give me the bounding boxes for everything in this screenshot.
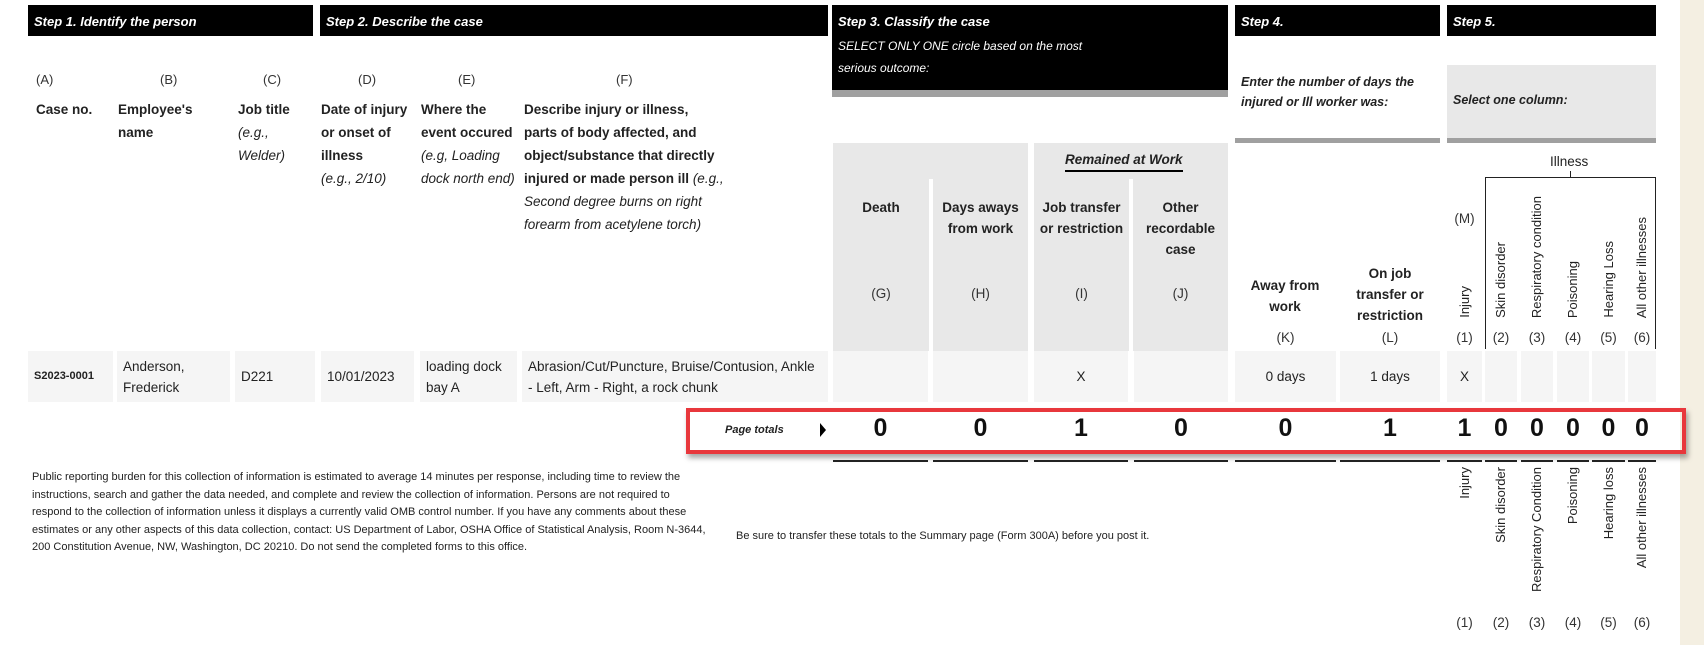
cell-illness-type[interactable]: X: [1447, 351, 1482, 402]
cell-employee-name[interactable]: Anderson, Frederick: [117, 351, 230, 402]
transfer-note: Be sure to transfer these totals to the Summary page (Form 300A) before you post it.: [736, 530, 1150, 542]
burden-statement: Public reporting burden for this collection of information is estimated to average 14 minutes per response, including time to review the instructions, search and gather the data needed, and complete and review the collection of information. Persons are not required to respond to the collection of information unless it displays a currently valid OMB control number. If you have any comments about these estimates or any other aspects of this data collection, contact: US Department of Labor, OSHA Office of Statistical Analysis, Room N-3644, 200 Constitution Avenue, NW, Washington, DC 20210. Do not send the completed forms to this office.: [32, 471, 706, 553]
illness-type-number: (5): [1600, 330, 1617, 345]
total-days-away: 0: [973, 414, 988, 442]
total-illness-type: 0: [1566, 414, 1580, 442]
illness-type-number: (4): [1564, 330, 1582, 345]
total-death: 0: [873, 414, 888, 442]
remained-at-work-label: Remained at Work: [1065, 152, 1183, 172]
col-header-days-away: Days aways from work: [942, 200, 1019, 236]
total-illness-type: 0: [1635, 414, 1649, 442]
step3-title: Step 3. Classify the case: [838, 14, 990, 29]
cell-illness-type[interactable]: [1521, 351, 1553, 402]
cell-where[interactable]: loading dock bay A: [420, 351, 517, 402]
total-underline: [1628, 460, 1656, 462]
total-underline: [1447, 460, 1482, 462]
total-underline: [1557, 460, 1589, 462]
step5-instruction-box: [1447, 65, 1656, 138]
divider: [1235, 138, 1440, 143]
right-margin: [1680, 0, 1704, 645]
cell-illness-type[interactable]: [1592, 351, 1625, 402]
bottom-illness-number: (5): [1600, 615, 1617, 630]
cell-date[interactable]: 10/01/2023: [321, 351, 414, 402]
illness-label: Illness: [1550, 154, 1589, 169]
describe-label: Describe injury or illness, parts of body affected, and object/substance that directly injured or made person ill: [524, 102, 715, 186]
bottom-illness-number: (6): [1633, 615, 1651, 630]
col-header-describe: [524, 98, 724, 236]
col-letter-m: (M): [1454, 211, 1475, 226]
col-header-date: [321, 98, 416, 190]
bottom-illness-label: Poisoning: [1565, 467, 1580, 525]
step1-header: Step 1. Identify the person: [28, 5, 313, 36]
col-letter-d: (D): [358, 72, 377, 87]
cell-case-no[interactable]: S2023-0001: [28, 351, 113, 402]
cell-death[interactable]: [833, 351, 928, 402]
col-letter-a: (A): [36, 72, 54, 87]
total-underline: [833, 460, 928, 462]
step3-instruction: SELECT ONLY ONE circle based on the most serious outcome:: [838, 39, 1083, 75]
total-illness-type: 0: [1494, 414, 1508, 442]
arrow-right-icon: [820, 423, 826, 437]
col-letter-b: (B): [160, 72, 178, 87]
illness-bracket-tick: [1570, 171, 1571, 177]
total-illness-type: 0: [1530, 414, 1544, 442]
total-underline: [1521, 460, 1553, 462]
describe-hint: (e.g., Second degree burns on right forearm from acetylene torch): [524, 171, 724, 232]
col-header-other-recordable: Other recordable case: [1145, 200, 1216, 257]
col-letter-i: (I): [1075, 286, 1088, 301]
col-letter-k: (K): [1276, 330, 1295, 345]
illness-type-label: Injury: [1457, 286, 1472, 318]
cell-days-away[interactable]: [933, 351, 1028, 402]
total-other-recordable: 0: [1174, 414, 1188, 442]
step4-instruction: Enter the number of days the injured or Ill worker was:: [1241, 75, 1414, 109]
total-transfer-days: 1: [1383, 414, 1397, 442]
date-hint: (e.g., 2/10): [321, 171, 387, 186]
bottom-illness-label: Respiratory Condition: [1529, 467, 1544, 593]
total-underline: [1134, 460, 1228, 462]
illness-type-label: All other illnesses: [1634, 216, 1649, 318]
divider: [832, 90, 1228, 97]
cell-illness-type[interactable]: [1557, 351, 1589, 402]
illness-type-label: Respiratory condition: [1529, 195, 1544, 318]
cell-description[interactable]: Abrasion/Cut/Puncture, Bruise/Contusion, Ankle - Left, Arm - Right, a rock chunk: [522, 351, 828, 402]
cell-illness-type[interactable]: [1485, 351, 1517, 402]
illness-type-number: (2): [1492, 330, 1510, 345]
step4-header: Step 4.: [1235, 5, 1440, 36]
bottom-illness-label: Hearing loss: [1601, 467, 1616, 540]
col-letter-f: (F): [616, 72, 633, 87]
col-letter-l: (L): [1381, 330, 1399, 345]
bottom-illness-number: (2): [1492, 615, 1510, 630]
step5-header: Step 5.: [1447, 5, 1656, 36]
col-header-on-job-transfer: On job transfer or restriction: [1356, 266, 1424, 323]
where-label: Where the event occured: [421, 102, 513, 140]
illness-type-label: Skin disorder: [1493, 242, 1508, 318]
divider: [1447, 138, 1656, 143]
total-job-transfer: 1: [1074, 414, 1088, 442]
where-hint: (e.g, Loading dock north end): [421, 148, 515, 186]
col-header-death: Death: [862, 200, 900, 215]
total-away-days: 0: [1278, 414, 1293, 442]
job-title-hint: (e.g., Welder): [238, 125, 286, 163]
col-header-employee-name: Employee's name: [118, 102, 193, 140]
col-header-job-transfer: Job transfer or restriction: [1039, 200, 1124, 236]
cell-illness-type[interactable]: [1628, 351, 1656, 402]
col-letter-g: (G): [871, 286, 891, 301]
bottom-illness-label: Injury: [1457, 467, 1472, 499]
illness-type-label: Hearing Loss: [1601, 241, 1616, 318]
col-letter-j: (J): [1172, 286, 1189, 301]
bottom-illness-number: (1): [1456, 615, 1473, 630]
cell-away-days[interactable]: 0 days: [1235, 351, 1336, 402]
total-underline: [1340, 460, 1440, 462]
step3-header: [832, 5, 1228, 90]
total-underline: [1235, 460, 1336, 462]
col-header-case-no: Case no.: [36, 102, 93, 117]
bottom-illness-number: (3): [1528, 615, 1546, 630]
total-underline: [1034, 460, 1128, 462]
illness-type-number: (1): [1456, 330, 1473, 345]
illness-type-number: (6): [1633, 330, 1651, 345]
col-header-job-title: [238, 98, 310, 167]
col-letter-h: (H): [971, 286, 990, 301]
total-illness-type: 1: [1457, 414, 1472, 442]
total-illness-type: 0: [1601, 414, 1616, 442]
cell-job-transfer[interactable]: X: [1034, 351, 1128, 402]
step5-instruction: Select one column:: [1453, 93, 1568, 107]
col-header-away-from-work: Away from work: [1250, 278, 1320, 314]
bottom-illness-label: Skin disorder: [1493, 467, 1508, 543]
cell-job-title[interactable]: D221: [235, 351, 315, 402]
step2-header: Step 2. Describe the case: [320, 5, 828, 36]
col-letter-c: (C): [263, 72, 282, 87]
page-totals-label: Page totals: [725, 424, 784, 436]
bottom-illness-label: All other illnesses: [1634, 467, 1649, 569]
total-underline: [1485, 460, 1517, 462]
cell-other-recordable[interactable]: [1134, 351, 1228, 402]
date-label: Date of injury or onset of illness: [321, 102, 408, 163]
job-title-label: Job title: [238, 102, 290, 117]
cell-transfer-days[interactable]: 1 days: [1340, 351, 1440, 402]
illness-type-number: (3): [1528, 330, 1546, 345]
total-underline: [933, 460, 1028, 462]
illness-type-label: Poisoning: [1565, 260, 1580, 318]
col-header-where: [421, 98, 517, 190]
col-letter-e: (E): [458, 72, 476, 87]
total-underline: [1592, 460, 1625, 462]
bottom-illness-number: (4): [1564, 615, 1582, 630]
